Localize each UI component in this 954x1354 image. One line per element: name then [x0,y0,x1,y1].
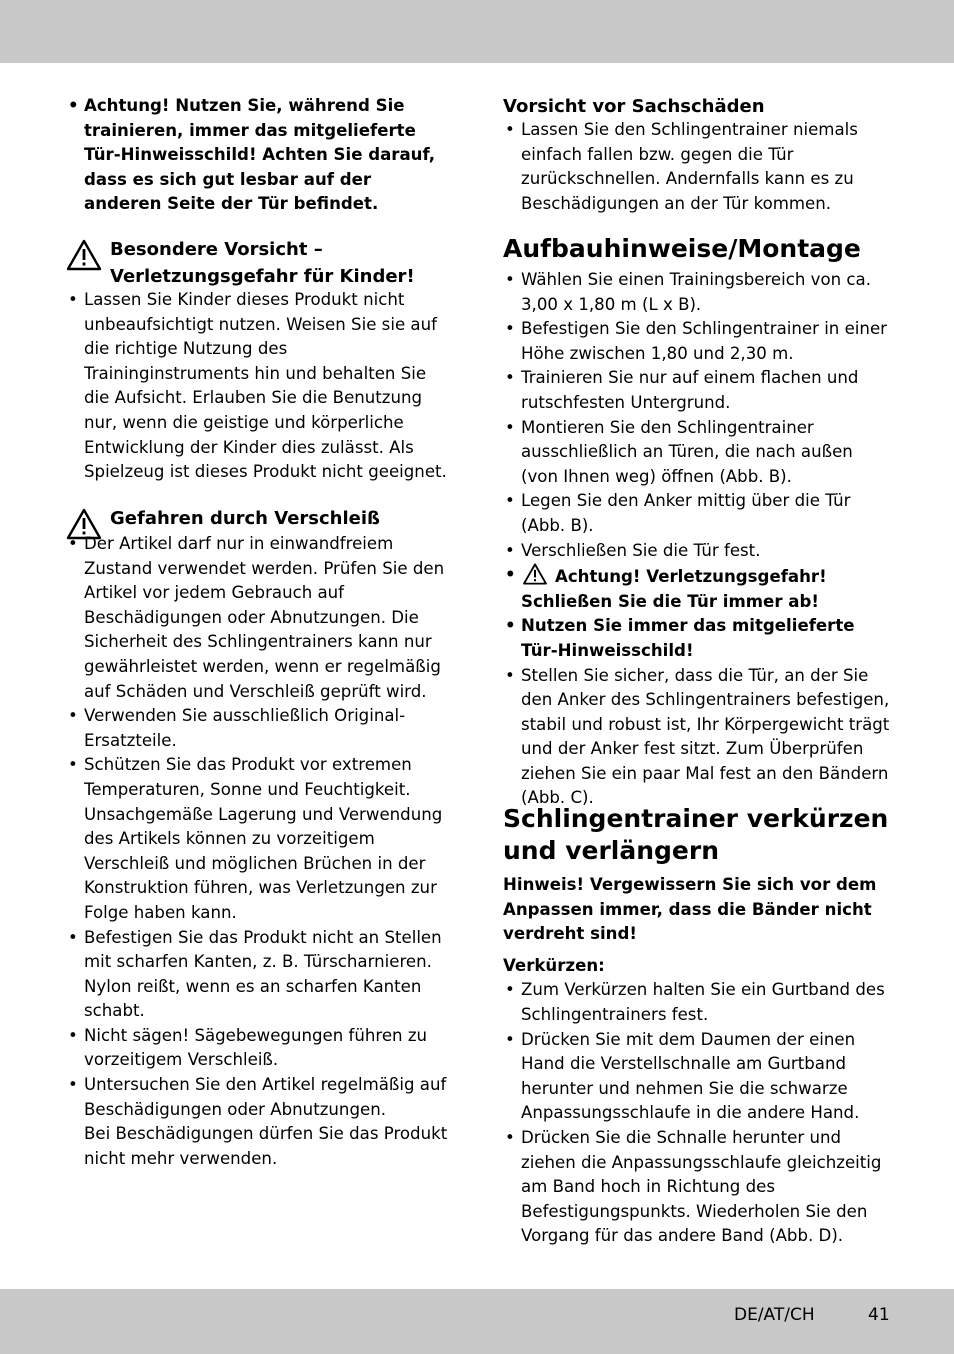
list-item: • Nicht sägen! Sägebewegungen führen zu vorzeitigem Verschleiß. [66,1024,450,1073]
list-item: • Achtung! Nutzen Sie, während Sie trainieren, immer das mitgelieferte Tür-Hinweisschild! Achten Sie darauf, dass es sich gut lesbar auf der anderen Seite der Tür befindet. [66,94,450,217]
list-item: • Befestigen Sie das Produkt nicht an Stellen mit scharfen Kanten, z. B. Türscharnieren. Nylon reißt, wenn es an scharfen Kanten schabt. [66,926,450,1024]
section-heading: Vorsicht vor Sachschäden [503,96,765,117]
list-item: • Verschließen Sie die Tür fest. [503,539,893,564]
list-item: • Nutzen Sie immer das mitgelieferte Tür-Hinweisschild! [503,614,893,663]
intro-warning [66,94,450,217]
section-heading: Aufbauhinweise/Montage [503,234,861,263]
section-heading: Schlingentrainer verkürzen und verlängern [503,804,889,865]
note-text: Hinweis! Vergewissern Sie sich vor dem Anpassen immer, dass die Bänder nicht verdreht sind! [503,875,877,944]
warning-triangle-icon [66,239,102,271]
list-item: • Trainieren Sie nur auf einem flachen und rutschfesten Untergrund. [503,366,893,415]
list-item: • Drücken Sie mit dem Daumen der einen Hand die Verstellschnalle am Gurtband herunter und nehmen Sie die schwarze Anpassungsschlaufe in die andere Hand. [503,1028,893,1126]
list-item: • Schützen Sie das Produkt vor extremen Temperaturen, Sonne und Feuchtigkeit. Unsachgemäße Lagerung und Verwendung des Artikels können zu vorzeitigem Verschleiß und möglichen Brüchen in der Konstruktion führen, was Verletzungen zur Folge haben kann. [66,753,450,925]
damage-section [503,93,893,216]
list-item: • Verwenden Sie ausschließlich Original-Ersatzteile. [66,704,450,753]
list-item: • Zum Verkürzen halten Sie ein Gurtband des Schlingentrainers fest. [503,978,893,1027]
header-bar [0,0,954,63]
list-item: • Befestigen Sie den Schlingentrainer in einer Höhe zwischen 1,80 und 2,30 m. [503,317,893,366]
section-heading: Gefahren durch Verschleiß [66,505,450,532]
list-item: • Montieren Sie den Schlingentrainer ausschließlich an Türen, die nach außen (von Ihnen weg) öffnen (Abb. B). [503,416,893,490]
list-item: • Stellen Sie sicher, dass die Tür, an der Sie den Anker des Schlingentrainers befestigen, stabil und robust ist, Ihr Körpergewicht trägt und der Anker fest sitzt. Zum Überprüfen ziehen Sie ein paar Mal fest an den Bändern (Abb. C). [503,664,893,812]
warning-triangle-icon [521,563,549,585]
assembly-section [503,233,893,811]
subheading: Verkürzen: [503,955,605,975]
region-label: DE/AT/CH [734,1305,815,1325]
list-item: • Der Artikel darf nur in einwandfreiem Zustand verwendet werden. Prüfen Sie den Artikel vor jedem Gebrauch auf Beschädigungen oder Abnutzungen. Die Sicherheit des Schlingentrainers kann nur gewährleistet werden, wenn er regelmäßig auf Schäden und Verschleiß geprüft wird. [66,532,450,704]
wear-section [66,505,450,1171]
list-item: • Drücken Sie die Schnalle herunter und ziehen die Anpassungsschlaufe gleichzeitig am Band hoch in Richtung des Befestigungspunkts. Wiederholen Sie den Vorgang für das andere Band (Abb. D). [503,1126,893,1249]
list-item: • Untersuchen Sie den Artikel regelmäßig auf Beschädigungen oder Abnutzungen. Bei Beschädigungen dürfen Sie das Produkt nicht mehr verwenden. [66,1073,450,1171]
page-number: 41 [868,1305,890,1325]
list-item: • Legen Sie den Anker mittig über die Tür (Abb. B). [503,489,893,538]
children-section [66,236,450,485]
section-heading: Besondere Vorsicht – Verletzungsgefahr für Kinder! [66,236,450,290]
list-item: • Achtung! Verletzungsgefahr! Schließen Sie die Tür immer ab! [503,563,893,614]
list-item: • Lassen Sie Kinder dieses Produkt nicht unbeaufsichtigt nutzen. Weisen Sie sie auf die richtige Nutzung des Traininginstruments hin und behalten Sie die Aufsicht. Erlauben Sie die Benutzung nur, wenn die geistige und körperliche Entwicklung der Kinder dies zulässt. Als Spielzeug ist dieses Produkt nicht geeignet. [66,288,450,485]
list-item: • Lassen Sie den Schlingentrainer niemals einfach fallen bzw. gegen die Tür zurückschnellen. Andernfalls kann es zu Beschädigungen an der Tür kommen. [503,118,893,216]
list-item: • Wählen Sie einen Trainingsbereich von ca. 3,00 x 1,80 m (L x B). [503,268,893,317]
adjust-section [503,803,893,1249]
